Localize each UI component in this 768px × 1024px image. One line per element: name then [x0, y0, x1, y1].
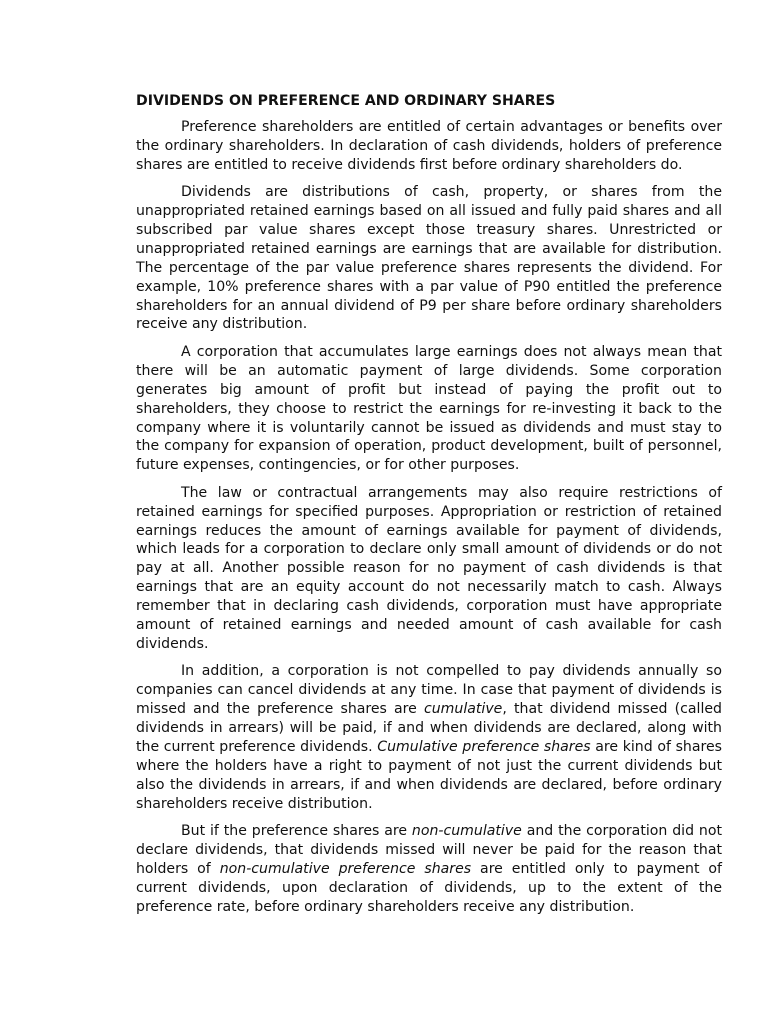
paragraph-5-text-e: are kind of shares where the holders have a right to payment of not just the current dividends but also the dividends in arrears, if and when dividends are declared, before ordinary shareholders receive distribution. — [136, 739, 722, 812]
paragraph-1: Preference shareholders are entitled of certain advantages or benefits over the ordinary shareholders. In declaration of cash dividends, holders of preference shares are entitled to receive dividends first before ordinary shareholders do. — [136, 118, 722, 173]
paragraph-6-text-a: But if the preference shares are — [181, 823, 412, 840]
paragraph-3: A corporation that accumulates large earnings does not always mean that there will be an automatic payment of large dividends. Some corporation generates big amount of profit but instead of paying the profit out to shareholders, they choose to restrict the earnings for re-investing it back to the company where it is voluntarily cannot be issued as dividends and must stay to the company for expansion of operation, product development, built of personnel, future expenses, contingencies, or for other purposes. — [136, 343, 722, 474]
paragraph-2: Dividends are distributions of cash, property, or shares from the unappropriated retained earnings based on all issued and fully paid shares and all subscribed par value shares except those treasury shares. Unrestricted or unappropriated retained earnings are earnings that are available for distribution. The percentage of the par value preference shares represents the dividend. For example, 10% preference shares with a par value of P90 entitled the preference shareholders for an annual dividend of P9 per share before ordinary shareholders receive any distribution. — [136, 184, 722, 333]
paragraph-5-text-a: In addition, a corporation is not compelled to pay dividends annually so companies can cancel dividends at any time. In case that payment of dividends is missed and the preference shares are — [136, 663, 722, 718]
paragraph-6-text-c: and the corporation did not declare dividends, that dividends missed will never be paid for the reason that holders of — [136, 823, 722, 877]
term-non-cumulative-preference-shares: non-cumulative preference shares — [219, 860, 472, 877]
paragraph-4: The law or contractual arrangements may also require restrictions of retained earnings for specified purposes. Appropriation or restriction of retained earnings reduces the amount of earnings available for payment of dividends, which leads for a corporation to declare only small amount of dividends or do not pay at all. Another possible reason for no payment of cash dividends is that earnings that are an equity account do not necessarily match to cash. Always remember that in declaring cash dividends, corporation must have appropriate amount of retained earnings and needed amount of cash available for cash dividends. — [136, 484, 722, 652]
term-cumulative-preference-shares: Cumulative preference shares — [377, 739, 591, 755]
paragraph-5-text-c: , that dividend missed (called dividends in arrears) will be paid, if and when dividends are declared, along with the current preference dividends. — [136, 701, 722, 755]
paragraph-5 — [136, 662, 722, 813]
term-cumulative: cumulative — [424, 701, 503, 718]
paragraph-6 — [136, 822, 722, 917]
document-page — [136, 92, 722, 925]
paragraph-6-text-e: are entitled only to payment of current dividends, upon declaration of dividends, up to the extent of the preference rate, before ordinary shareholders receive any distribution. — [136, 860, 722, 915]
document-heading: DIVIDENDS ON PREFERENCE AND ORDINARY SHARES — [136, 93, 556, 109]
term-non-cumulative: non-cumulative — [411, 823, 522, 840]
